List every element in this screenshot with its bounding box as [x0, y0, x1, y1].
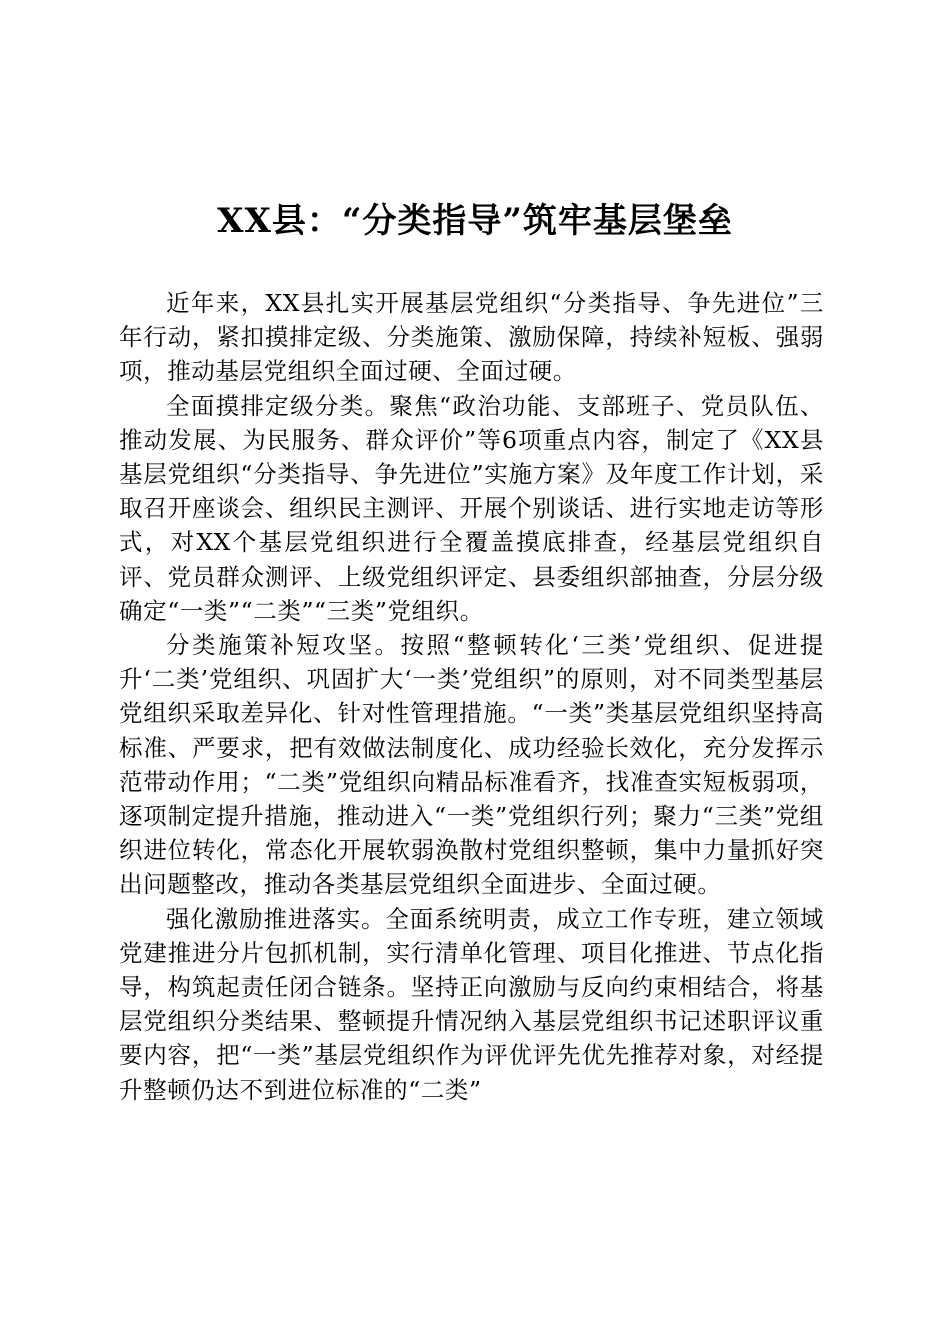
document-title: XX县：“分类指导”筑牢基层堡垒	[217, 201, 733, 241]
paragraph-incentive-implementation: 强化激励推进落实。全面系统明责，成立工作专班，建立领域党建推进分片包抓机制，实行清单化管理、项目化推进、节点化指导，构筑起责任闭合链条。坚持正向激励与反向约束相结合，将基层党组织分类结果、整顿提升情况纳入基层党组织书记述职评议重要内容，把“一类”基层党组织作为评优评先优先推荐对象，对经提升整顿仍达不到进位标准的“二类”	[119, 904, 824, 1104]
paragraph-classified-measures: 分类施策补短攻坚。按照“整顿转化‘三类’党组织、促进提升‘二类’党组织、巩固扩大‘一类’党组织”的原则，对不同类型基层党组织采取差异化、针对性管理措施。“一类”类基层党组织坚持高标准、严要求，把有效做法制度化、成功经验长效化，充分发挥示范带动作用；“二类”党组织向精品标准看齐，找准查实短板弱项，逐项制定提升措施，推动进入“一类”党组织行列；聚力“三类”党组织进位转化，常态化开展软弱涣散村党组织整顿，集中力量抓好突出问题整改，推动各类基层党组织全面进步、全面过硬。	[119, 631, 824, 899]
document-body	[119, 286, 824, 1107]
paragraph-survey-grading: 全面摸排定级分类。聚焦“政治功能、支部班子、党员队伍、推动发展、为民服务、群众评价”等6项重点内容，制定了《XX县基层党组织“分类指导、争先进位”实施方案》及年度工作计划，采取召开座谈会、组织民主测评、开展个别谈话、进行实地走访等形式，对XX个基层党组织进行全覆盖摸底排查，经基层党组织自评、党员群众测评、上级党组织评定、县委组织部抽查，分层分级确定“一类”“二类”“三类”党组织。	[119, 391, 824, 625]
paragraph-intro: 近年来，XX县扎实开展基层党组织“分类指导、争先进位”三年行动，紧扣摸排定级、分类施策、激励保障，持续补短板、强弱项，推动基层党组织全面过硬、全面过硬。	[119, 289, 824, 386]
